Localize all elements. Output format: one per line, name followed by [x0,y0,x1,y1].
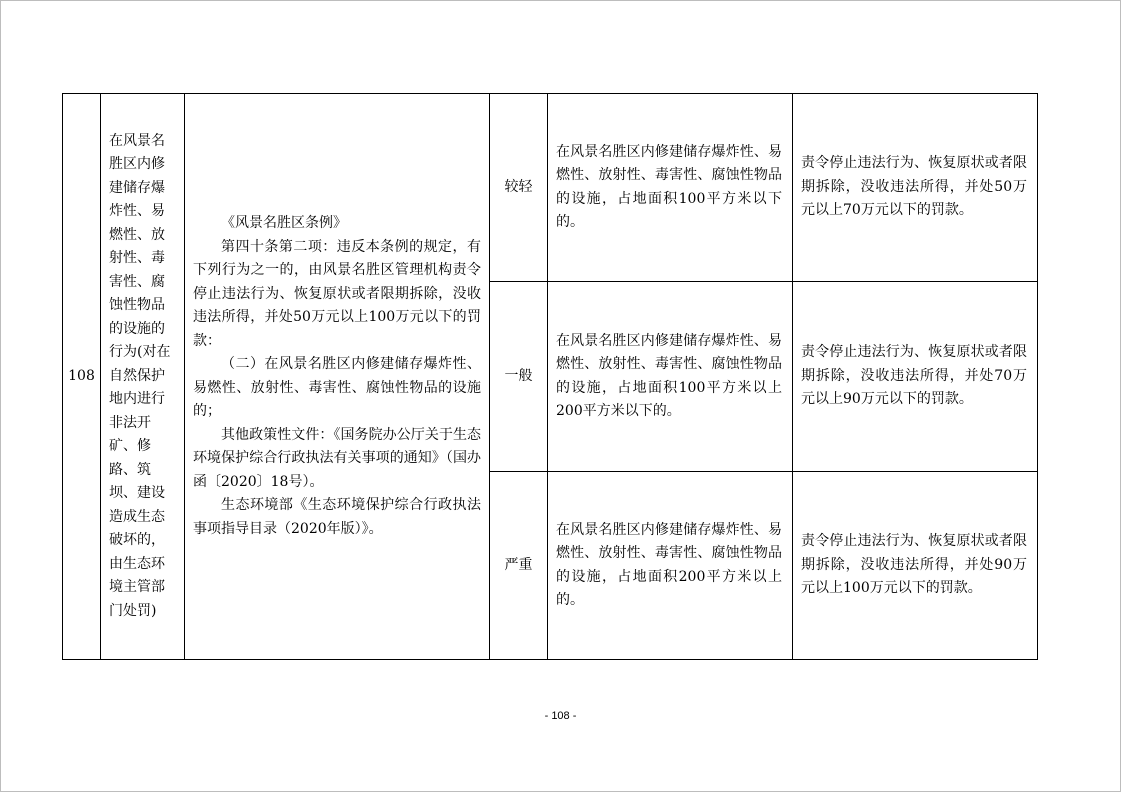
level-cell: 较轻 [490,94,548,282]
violation-item: 在风景名胜区内修建储存爆炸性、易燃性、放射性、毒害性、腐蚀性物品的设施的行为(对在自然保护地内进行非法开矿、修路、筑坝、建设造成生态破坏的，由生态环境主管部门处罚) [101,94,185,660]
legal-basis [185,94,490,660]
basis-line: 《风景名胜区条例》 [221,215,347,231]
level-cell: 一般 [490,282,548,472]
basis-line: 第四十条第二项：违反本条例的规定，有下列行为之一的，由风景名胜区管理机构责令停止违法行为、恢复原状或者限期拆除，没收违法所得，并处50万元以上100万元以下的罚款： [193,238,481,349]
level-cell: 严重 [490,472,548,660]
basis-line: 生态环境部《生态环境保护综合行政执法事项指导目录（2020年版）》。 [193,497,481,537]
table-row [63,94,1038,282]
condition-cell: 在风景名胜区内修建储存爆炸性、易燃性、放射性、毒害性、腐蚀性物品的设施，占地面积100平方米以上200平方米以下的。 [548,282,793,472]
condition-cell: 在风景名胜区内修建储存爆炸性、易燃性、放射性、毒害性、腐蚀性物品的设施，占地面积100平方米以下的。 [548,94,793,282]
penalty-cell: 责令停止违法行为、恢复原状或者限期拆除，没收违法所得，并处50万元以上70万元以下的罚款。 [793,94,1038,282]
page-number: - 108 - [544,710,577,722]
penalty-discretion-table [62,93,1038,660]
penalty-cell: 责令停止违法行为、恢复原状或者限期拆除，没收违法所得，并处90万元以上100万元以下的罚款。 [793,472,1038,660]
row-number: 108 [63,94,101,660]
condition-cell: 在风景名胜区内修建储存爆炸性、易燃性、放射性、毒害性、腐蚀性物品的设施，占地面积200平方米以上的。 [548,472,793,660]
penalty-cell: 责令停止违法行为、恢复原状或者限期拆除，没收违法所得，并处70万元以上90万元以下的罚款。 [793,282,1038,472]
basis-line: 其他政策性文件：《国务院办公厅关于生态环境保护综合行政执法有关事项的通知》（国办函〔2020〕18号）。 [193,426,481,490]
basis-line: （二）在风景名胜区内修建储存爆炸性、易燃性、放射性、毒害性、腐蚀性物品的设施的； [193,356,481,419]
